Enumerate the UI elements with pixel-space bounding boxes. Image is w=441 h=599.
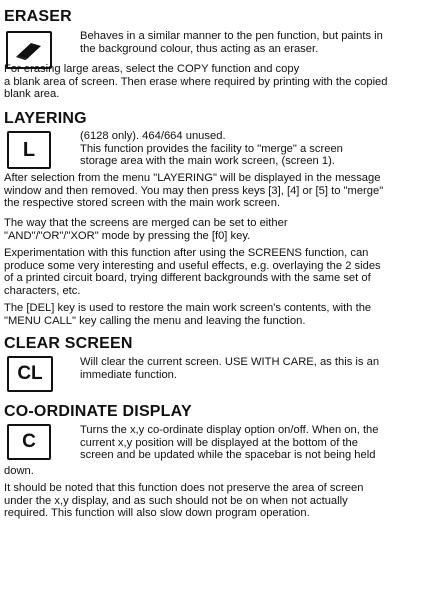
eraser-glyph <box>13 40 45 60</box>
coordinate-display-heading: CO-ORDINATE DISPLAY <box>4 403 192 420</box>
clear-screen-heading: CLEAR SCREEN <box>4 335 133 352</box>
coordinate-display-paragraph-1: It should be noted that this function does not preserve the area of screen under the x,y display, and as such should not be on when not actually required. This function will also slow down program operation. <box>4 482 364 520</box>
layering-description: (6128 only). 464/664 unused. This function provides the facility to "merge" a screen storage area with the main work screen, (screen 1). <box>80 130 343 168</box>
layering-paragraph-3: Experimentation with this function after using the SCREENS function, can produce some very interesting and useful effects, e.g. overlaying the 2 sides of a printed circuit board, trying different backgrounds with the same set of characters, etc. <box>4 247 381 297</box>
eraser-paragraph-1: For erasing large areas, select the COPY function and copy a blank area of screen. Then erase where required by printing with the copied blank area. <box>4 63 388 101</box>
layering-heading: LAYERING <box>4 110 87 127</box>
layering-icon: L <box>7 131 51 169</box>
layering-paragraph-4: The [DEL] key is used to restore the main work screen's contents, with the "MENU CALL" key calling the menu and leaving the function. <box>4 302 372 327</box>
coordinate-display-description-continued: down. <box>4 465 34 477</box>
clear-screen-description: Will clear the current screen. USE WITH CARE, as this is an immediate function. <box>80 356 380 381</box>
layering-paragraph-1: After selection from the menu "LAYERING" will be displayed in the message window and then removed. You may then press keys [3], [4] or [5] to "merge" the respective stored screen with the main work screen. <box>4 172 384 210</box>
layering-paragraph-2: The way that the screens are merged can be set to either "AND"/"OR"/"XOR" mode by pressing the [f0] key. <box>4 217 288 242</box>
eraser-description: Behaves in a similar manner to the pen function, but paints in the background colour, thus acting as an eraser. <box>80 30 383 55</box>
clear-screen-icon: CL <box>7 356 53 392</box>
coordinate-display-icon: C <box>7 424 51 460</box>
coordinate-display-description: Turns the x,y co-ordinate display option on/off. When on, the current x,y position will be displayed at the bottom of the screen and be updated while the spacebar is not being held <box>80 424 379 462</box>
eraser-heading: ERASER <box>4 8 72 25</box>
